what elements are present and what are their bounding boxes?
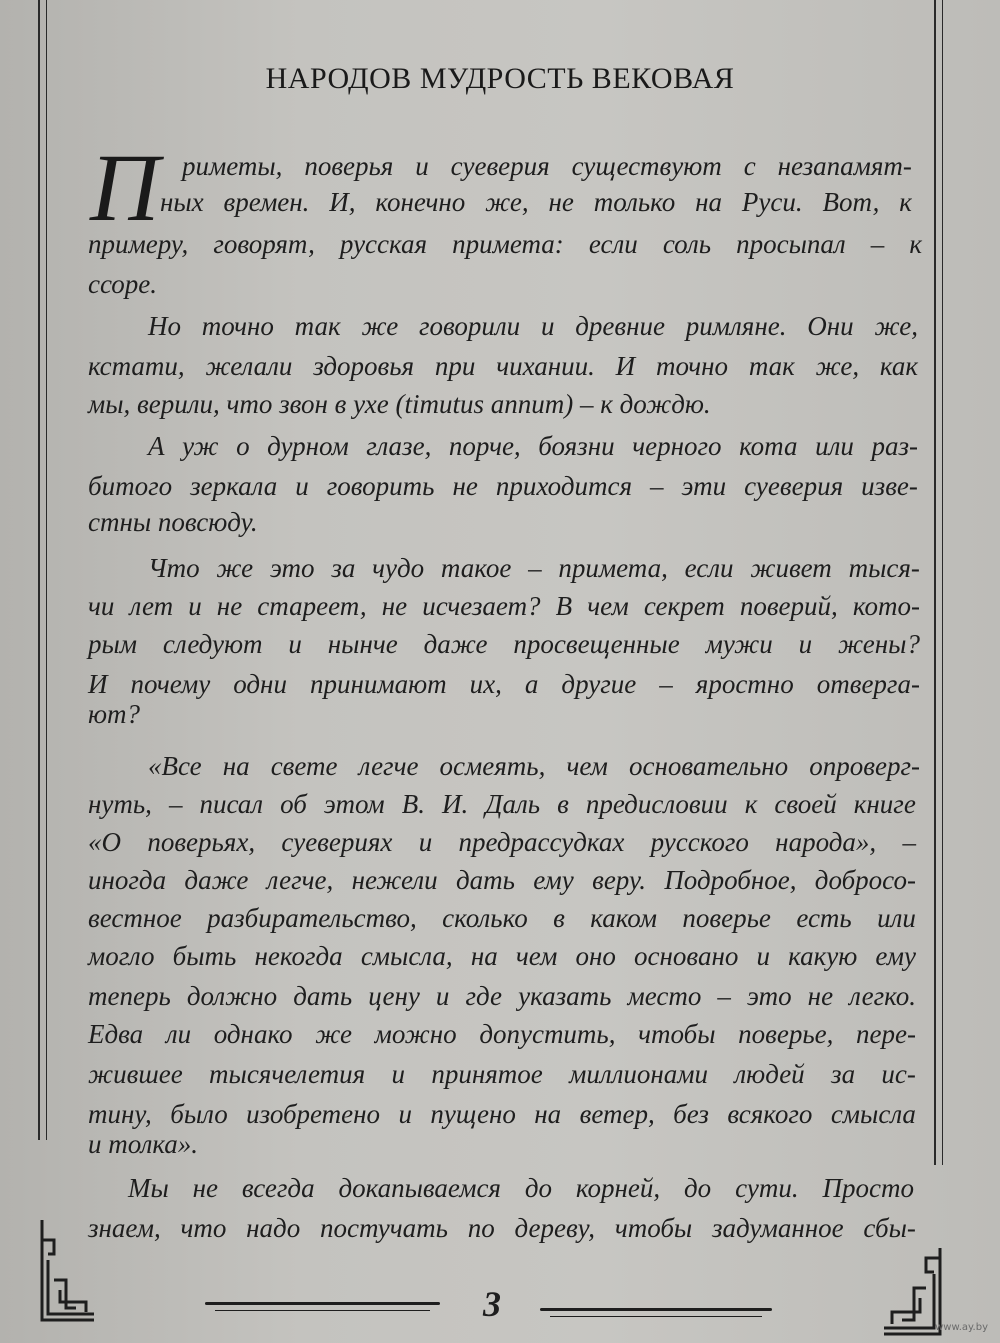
text-line: кстати, желали здоровья при чихании. И точно так же, как xyxy=(88,351,918,381)
text-line: ют? xyxy=(88,699,141,729)
corner-ornament-left xyxy=(36,1220,96,1330)
text-line: Едва ли однако же можно допустить, чтобы поверье, пере- xyxy=(88,1019,916,1049)
text-line: нуть, – писал об этом В. И. Даль в предисловии к своей книге xyxy=(88,789,916,819)
page-frame-left xyxy=(38,0,47,1140)
footer-rule-left xyxy=(205,1302,440,1305)
drop-cap: П xyxy=(90,134,160,241)
text-line: «О поверьях, суевериях и предрассудках русского народа», – xyxy=(88,827,916,857)
text-line: ссоре. xyxy=(88,269,158,299)
text-line: Что же это за чудо такое – примета, если живет тыся- xyxy=(148,553,920,583)
text-line: примеру, говорят, русская примета: если соль просыпал – к xyxy=(88,229,922,259)
text-line: могло быть некогда смысла, на чем оно основано и какую ему xyxy=(88,941,916,971)
text-line: вестное разбирательство, сколько в каком поверье есть или xyxy=(88,903,916,933)
watermark: www.ay.by xyxy=(935,1322,988,1333)
text-line: А уж о дурном глазе, порче, боязни черного кота или раз- xyxy=(148,431,918,461)
text-line: Но точно так же говорили и древние римляне. Они же, xyxy=(148,311,918,341)
text-line: иногда даже легче, нежели дать ему веру. Подробное, добросо- xyxy=(88,865,916,895)
page-frame-right xyxy=(934,0,943,1165)
text-line: «Все на свете легче осмеять, чем основательно опроверг- xyxy=(148,751,920,781)
footer-rule-left-thin xyxy=(215,1310,430,1311)
text-line: жившее тысячелетия и принятое миллионами людей за ис- xyxy=(88,1059,916,1089)
text-line: знаем, что надо постучать по дереву, чтобы задуманное сбы- xyxy=(88,1213,916,1243)
text-line: ных времен. И, конечно же, не только на Руси. Вот, к xyxy=(160,187,912,217)
text-line: мы, верили, что звон в ухе (timutus annum) – к дождю. xyxy=(88,389,711,419)
text-line: и толка». xyxy=(88,1129,199,1159)
text-line: рым следуют и нынче даже просвещенные мужи и жены? xyxy=(88,629,920,659)
text-line: стны повсюду. xyxy=(88,507,258,537)
text-line: теперь должно дать цену и где указать место – это не легко. xyxy=(88,981,916,1011)
text-line: Мы не всегда докапываемся до корней, до сути. Просто xyxy=(128,1173,914,1203)
page-number: 3 xyxy=(483,1284,501,1324)
text-line: тину, было изобретено и пущено на ветер, без всякого смысла xyxy=(88,1099,916,1129)
text-line: чи лет и не стареет, не исчезает? В чем секрет поверий, кото- xyxy=(88,591,920,621)
chapter-title: НАРОДОВ МУДРОСТЬ ВЕКОВАЯ xyxy=(265,62,735,95)
text-line: битого зеркала и говорить не приходится – эти суеверия изве- xyxy=(88,471,918,501)
text-line: риметы, поверья и суеверия существуют с незапамят- xyxy=(182,151,912,181)
footer-rule-right xyxy=(540,1308,772,1311)
footer-rule-right-thin xyxy=(550,1316,762,1317)
text-line: И почему одни принимают их, а другие – яростно отверга- xyxy=(88,669,920,699)
